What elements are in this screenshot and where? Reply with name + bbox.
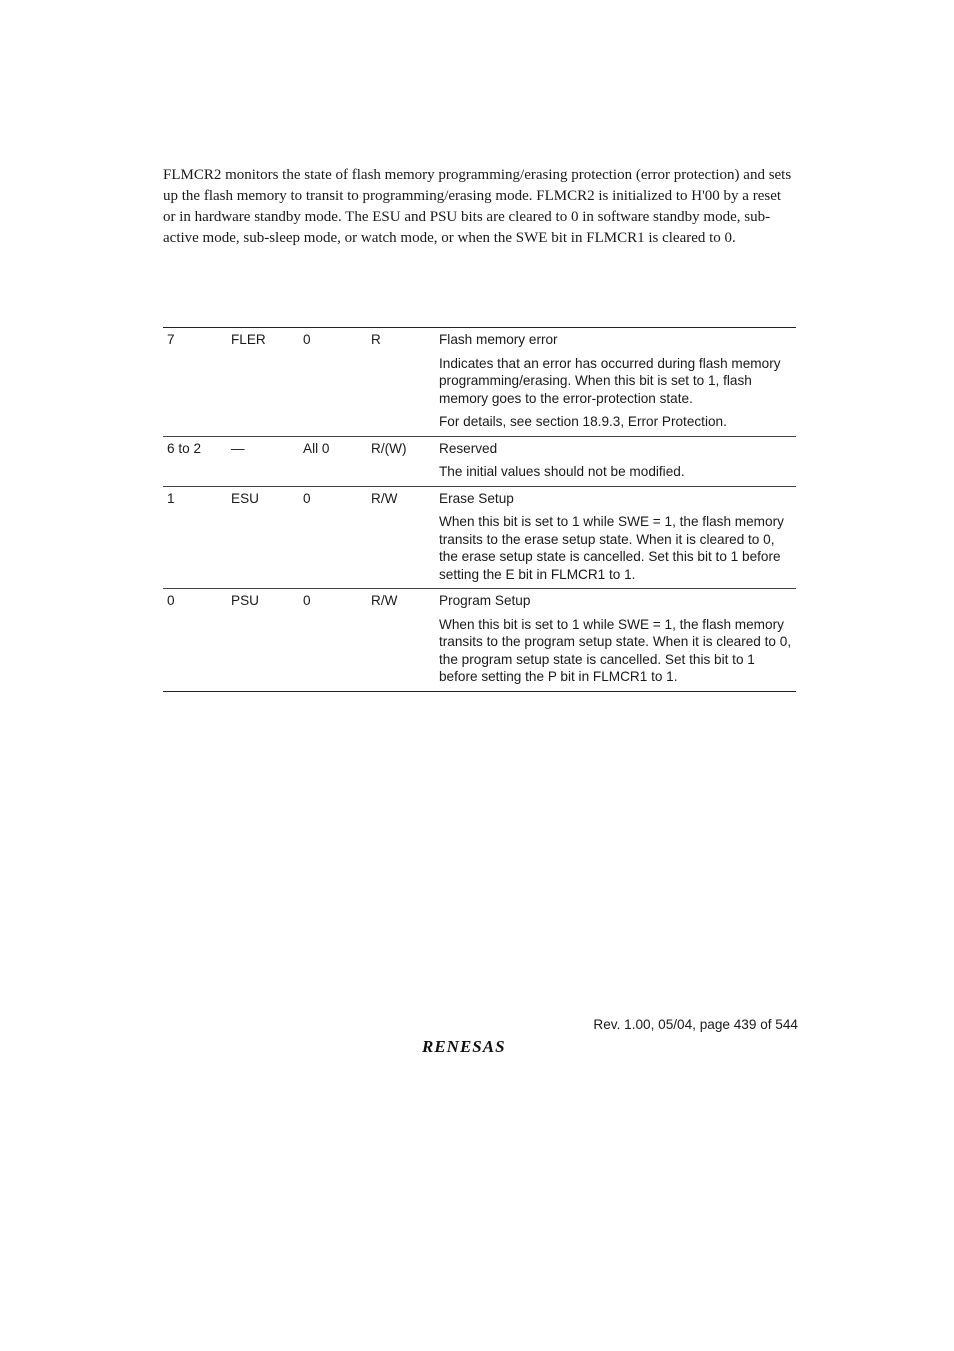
description-title: Program Setup: [439, 593, 531, 608]
intro-paragraph: FLMCR2 monitors the state of flash memory programming/erasing protection (error protection) and sets up the flash memory to transit to programming/erasing mode. FLMCR2 is initialized to H'00 by a reset or in hardware standby mode. The ESU and PSU bits are cleared to 0 in software standby mode, sub-active mode, sub-sleep mode, or watch mode, or when the SWE bit in FLMCR1 is cleared to 0.: [163, 167, 792, 246]
rw-cell: R/W: [371, 486, 439, 589]
description-title: Flash memory error: [439, 332, 558, 347]
initial-value-cell: 0: [303, 589, 371, 692]
bit-cell: 6 to 2: [163, 436, 231, 486]
rw-cell: R/(W): [371, 436, 439, 486]
initial-value-cell: 0: [303, 486, 371, 589]
bit-name-cell: ESU: [231, 486, 303, 589]
bit-cell: 7: [167, 332, 175, 347]
bit-cell: 0: [163, 589, 231, 692]
register-bit-table: [163, 327, 796, 692]
description-text: Indicates that an error has occurred during flash memory programming/erasing. When this bit is set to 1, flash memory goes to the error-protection state.: [439, 355, 781, 406]
description-cell: [439, 589, 796, 692]
description-text: When this bit is set to 1 while SWE = 1, the flash memory transits to the program setup state. When it is cleared to 0, the program setup state is cancelled. Set this bit to 1 before setting the P bit in FLMCR1 to 1.: [439, 616, 792, 684]
table-row: [163, 436, 796, 486]
bit-name-cell: PSU: [231, 589, 303, 692]
renesas-logo: [422, 1036, 542, 1056]
description-text: For details, see section 18.9.3, Error Protection.: [439, 414, 727, 429]
table-row: [163, 328, 796, 437]
initial-value-cell: 0: [303, 332, 311, 347]
description-cell: [439, 328, 796, 437]
table-row: [163, 589, 796, 692]
initial-value-cell: All 0: [303, 436, 371, 486]
table-row: [163, 486, 796, 589]
description-cell: [439, 486, 796, 589]
renesas-logo-text: RENESAS: [422, 1037, 506, 1056]
description-text: When this bit is set to 1 while SWE = 1, the flash memory transits to the erase setup state. When it is cleared to 0, the erase setup state is cancelled. Set this bit to 1 before setting the E bit in FLMCR1 to 1.: [439, 514, 784, 582]
description-title: Reserved: [439, 440, 498, 456]
rw-cell: R/W: [371, 589, 439, 692]
bit-name-cell: FLER: [231, 332, 266, 347]
description-title: Erase Setup: [439, 490, 514, 506]
description-cell: [439, 436, 796, 486]
page-footer-revision: Rev. 1.00, 05/04, page 439 of 544: [593, 1017, 798, 1032]
rw-cell: R: [371, 332, 381, 347]
bit-cell: 1: [163, 486, 231, 589]
description-text: The initial values should not be modified.: [439, 464, 685, 479]
bit-name-cell: —: [231, 436, 303, 486]
